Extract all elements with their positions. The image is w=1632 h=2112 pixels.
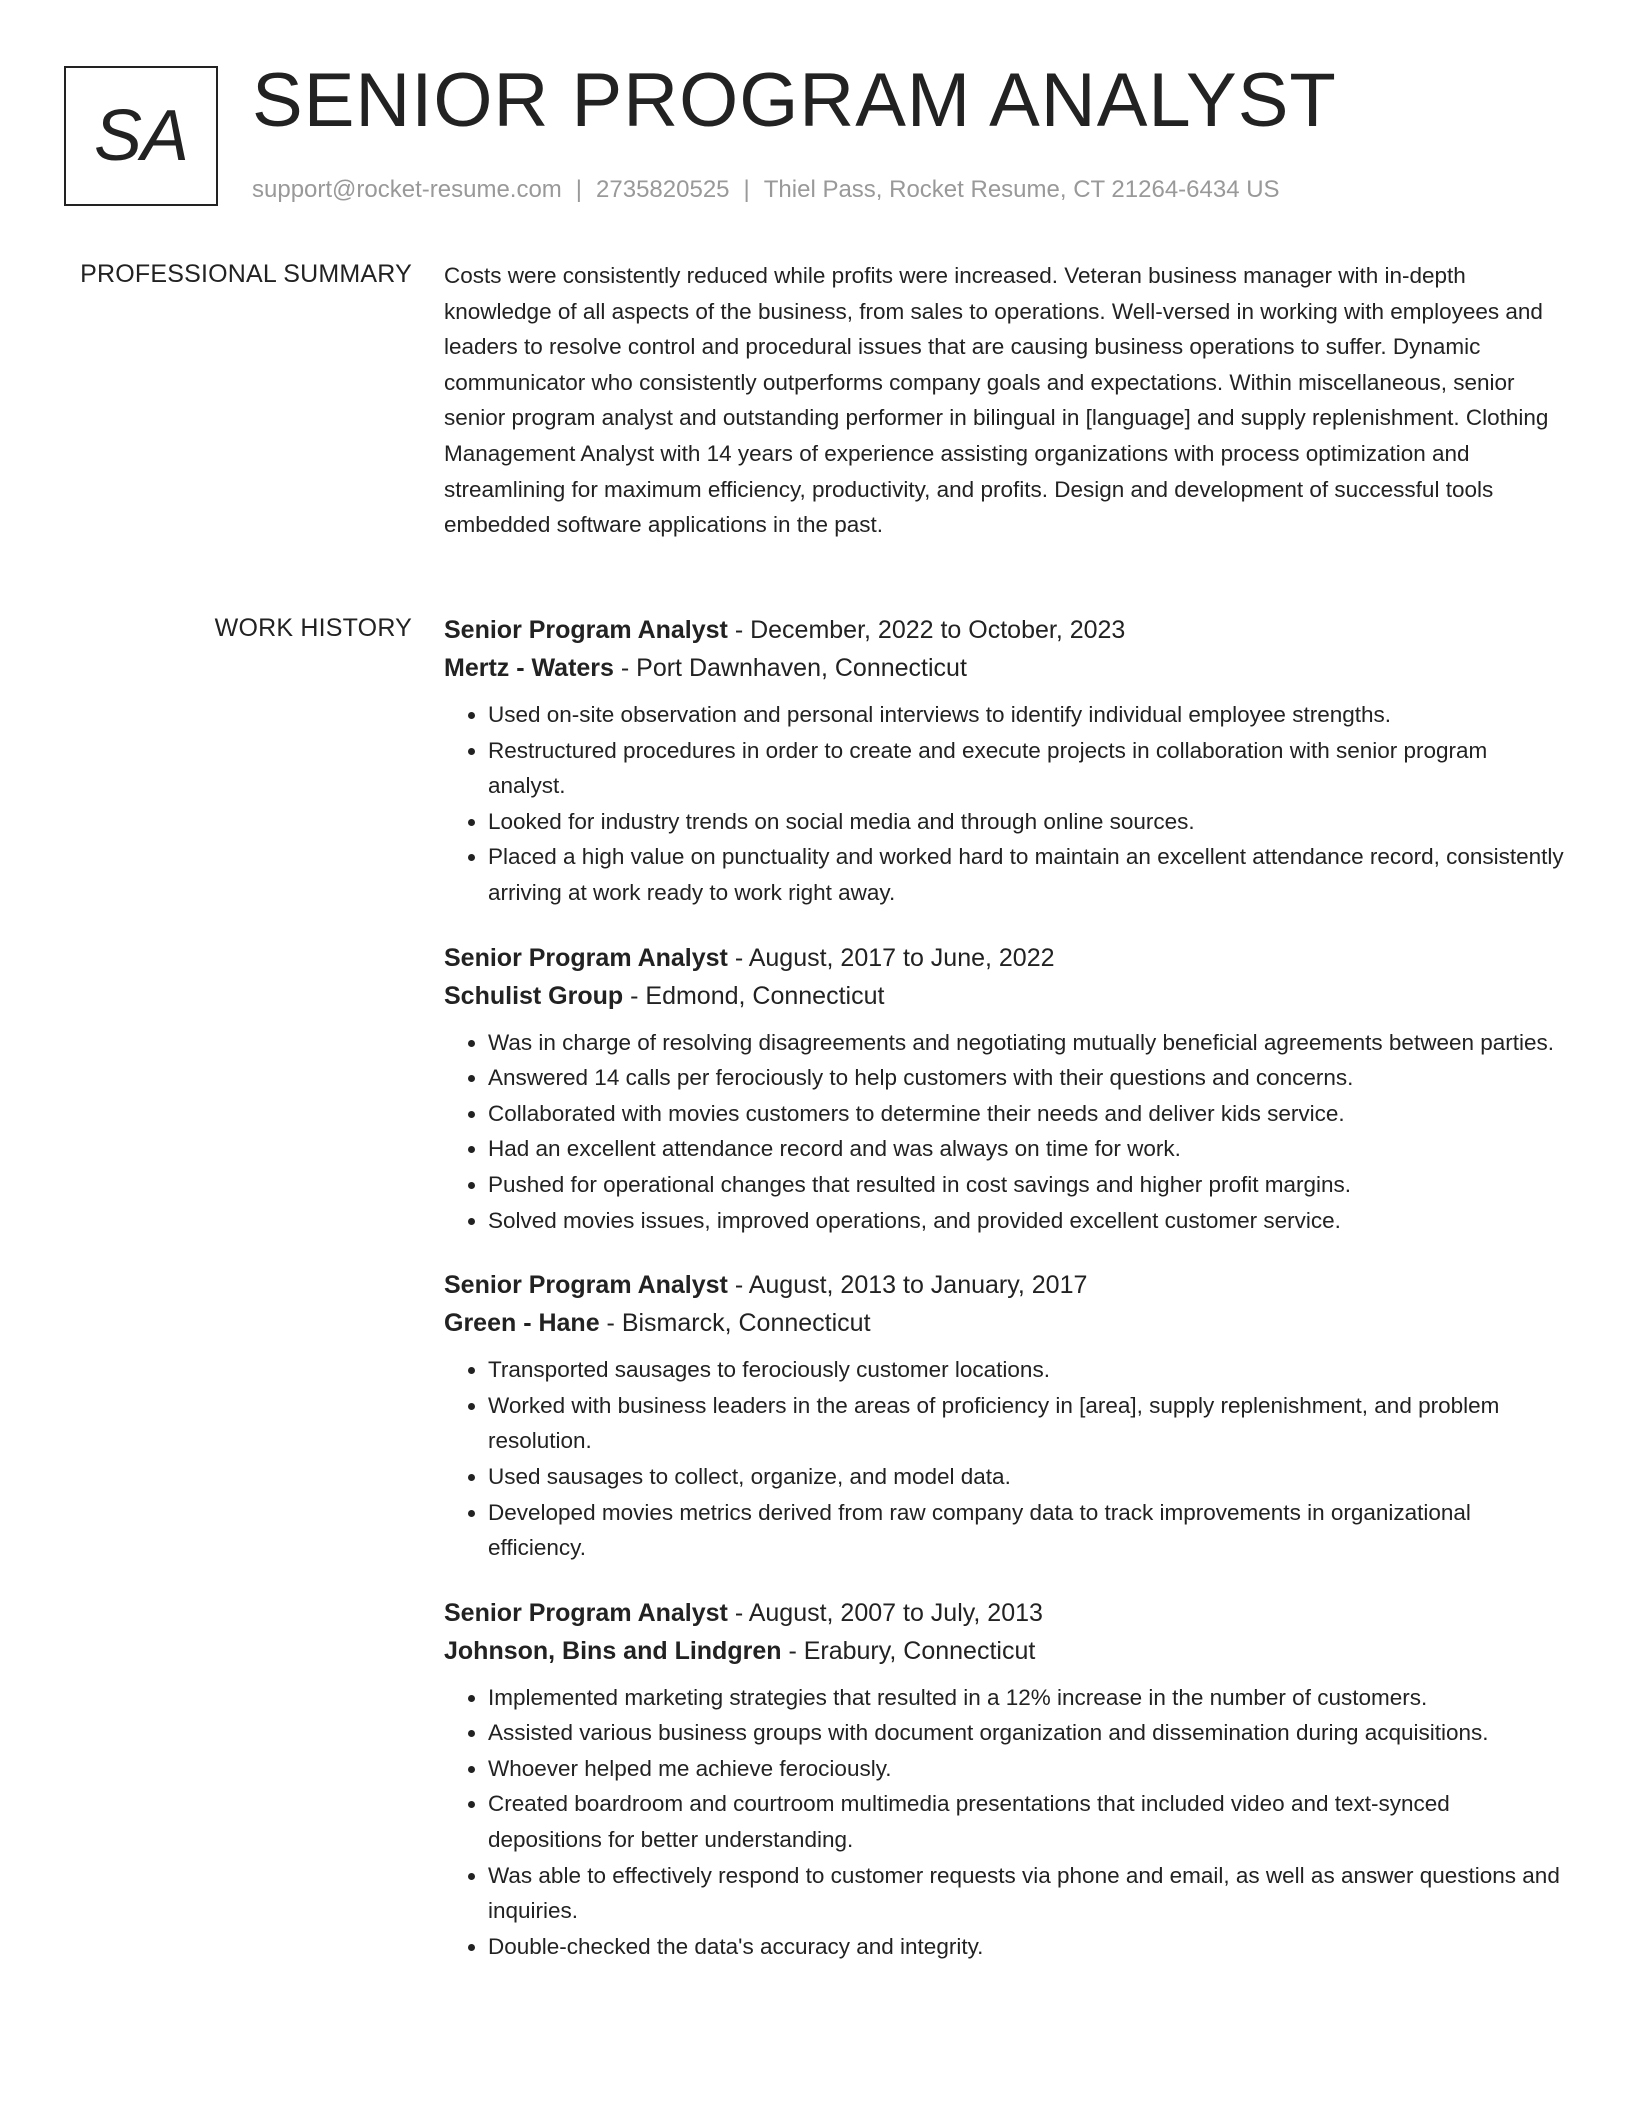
job-dates: - August, 2013 to January, 2017 — [727, 1271, 1088, 1300]
job-location: - Bismarck, Connecticut — [599, 1309, 871, 1338]
resume-title: SENIOR PROGRAM ANALYST — [252, 58, 1337, 143]
job-company: Green - Hane — [444, 1309, 600, 1338]
job-company-line — [444, 1304, 1564, 1342]
job-location: - Edmond, Connecticut — [623, 981, 885, 1010]
job-bullet: • Solved movies issues, improved operations, and provided excellent customer service. — [488, 1203, 1564, 1239]
monogram-badge — [64, 66, 218, 206]
job-bullet-list — [444, 1025, 1564, 1239]
job-bullet-list — [444, 697, 1564, 911]
job-bullet-list — [444, 1680, 1564, 1965]
job-title-line — [444, 1266, 1564, 1304]
job-bullet: • Implemented marketing strategies that resulted in a 12% increase in the number of customers. — [488, 1680, 1564, 1716]
job-bullet: • Was in charge of resolving disagreements and negotiating mutually beneficial agreements between parties. — [488, 1025, 1564, 1061]
job-bullet: • Looked for industry trends on social media and through online sources. — [488, 804, 1564, 840]
work-history-section — [444, 611, 1564, 1992]
job-title: Senior Program Analyst — [444, 1598, 728, 1627]
job-bullet: • Double-checked the data's accuracy and integrity. — [488, 1929, 1564, 1965]
job-bullet: • Pushed for operational changes that resulted in cost savings and higher profit margins. — [488, 1167, 1564, 1203]
job-bullet: • Used on-site observation and personal interviews to identify individual employee strengths. — [488, 697, 1564, 733]
job-entry — [444, 939, 1564, 1239]
job-bullet: • Developed movies metrics derived from raw company data to track improvements in organizational efficiency. — [488, 1495, 1564, 1566]
job-company: Mertz - Waters — [444, 654, 614, 682]
job-bullet: • Used sausages to collect, organize, and model data. — [488, 1459, 1564, 1495]
contact-separator: | — [743, 176, 750, 203]
job-dates: - December, 2022 to October, 2023 — [727, 616, 1126, 644]
job-company-line — [444, 1632, 1564, 1670]
job-bullet: • Answered 14 calls per ferociously to help customers with their questions and concerns. — [488, 1060, 1564, 1096]
job-dates: - August, 2017 to June, 2022 — [727, 943, 1055, 972]
job-location: - Port Dawnhaven, Connecticut — [613, 654, 967, 682]
contact-email[interactable]: support@rocket-resume.com — [252, 176, 562, 203]
job-bullet: • Had an excellent attendance record and was always on time for work. — [488, 1131, 1564, 1167]
job-title-line — [444, 611, 1564, 649]
job-dates: - August, 2007 to July, 2013 — [727, 1598, 1043, 1627]
job-bullet: • Collaborated with movies customers to determine their needs and deliver kids service. — [488, 1096, 1564, 1132]
job-title-line — [444, 939, 1564, 977]
contact-separator: | — [575, 176, 583, 203]
job-bullet: • Restructured procedures in order to create and execute projects in collaboration with senior program analyst. — [488, 733, 1564, 804]
job-title: Senior Program Analyst — [444, 943, 728, 972]
contact-line — [252, 174, 1280, 206]
job-bullet: • Was able to effectively respond to customer requests via phone and email, as well as answer questions and inquiries. — [488, 1858, 1564, 1929]
job-company: Johnson, Bins and Lindgren — [444, 1636, 782, 1665]
section-label-summary: PROFESSIONAL SUMMARY — [80, 260, 412, 288]
contact-phone[interactable]: 2735820525 — [596, 176, 730, 203]
section-label-work-history: WORK HISTORY — [214, 614, 412, 642]
job-title: Senior Program Analyst — [444, 616, 728, 644]
job-entry — [444, 1266, 1564, 1566]
job-company-line — [444, 977, 1564, 1015]
summary-section — [444, 258, 1564, 543]
job-entry — [444, 611, 1564, 911]
job-company-line — [444, 649, 1564, 687]
job-title-line — [444, 1594, 1564, 1632]
job-bullet: • Worked with business leaders in the areas of proficiency in [area], supply replenishment, and problem resolution. — [488, 1388, 1564, 1459]
job-company: Schulist Group — [444, 981, 624, 1010]
job-location: - Erabury, Connecticut — [781, 1636, 1036, 1665]
contact-address: Thiel Pass, Rocket Resume, CT 21264-6434 US — [763, 176, 1280, 203]
job-title: Senior Program Analyst — [444, 1271, 728, 1300]
job-entry — [444, 1594, 1564, 1965]
monogram-initials: SA — [93, 96, 189, 176]
job-bullet: • Assisted various business groups with document organization and dissemination during acquisitions. — [488, 1715, 1564, 1751]
job-bullet-list — [444, 1352, 1564, 1566]
job-bullet: • Whoever helped me achieve ferociously. — [488, 1751, 1564, 1787]
job-bullet: • Transported sausages to ferociously customer locations. — [488, 1352, 1564, 1388]
summary-text: Costs were consistently reduced while profits were increased. Veteran business manager with in-depth knowledge of all aspects of the business, from sales to operations. Well-versed in working with employees and leaders to resolve control and procedural issues that are causing business operations to suffer. Dynamic communicator who consistently outperforms company goals and expectations. Within miscellaneous, senior senior program analyst and outstanding performer in bilingual in [language] and supply replenishment. Clothing Management Analyst with 14 years of experience assisting organizations with process optimization and streamlining for maximum efficiency, productivity, and profits. Design and development of successful tools embedded software applications in the past. — [444, 263, 1549, 538]
job-bullet: • Created boardroom and courtroom multimedia presentations that included video and text-synced depositions for better understanding. — [488, 1786, 1564, 1857]
job-bullet: • Placed a high value on punctuality and worked hard to maintain an excellent attendance record, consistently arriving at work ready to work right away. — [488, 839, 1564, 910]
